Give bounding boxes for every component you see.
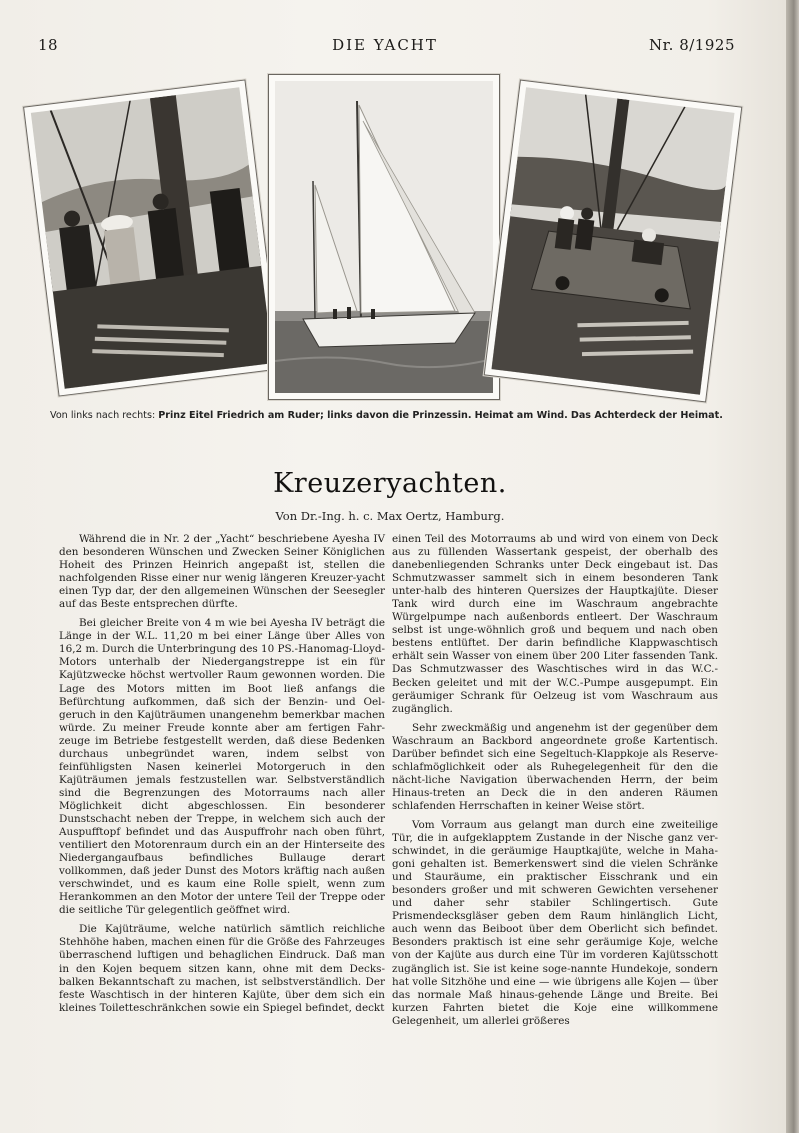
- caption-part-2: Heimat am Wind.: [474, 410, 568, 421]
- caption-part-1: Prinz Eitel Friedrich am Ruder; links davon die Prinzessin.: [158, 410, 472, 421]
- left-column: [59, 533, 385, 1021]
- page-number: 18: [38, 36, 59, 54]
- article-byline: Von Dr.-Ing. h. c. Max Oertz, Hamburg.: [275, 509, 505, 523]
- photo-caption: [50, 410, 750, 421]
- paragraph: Während die in Nr. 2 der „Yacht“ beschriebene Ayesha IV den besonderen Wünschen und Zwecken Seiner Königlichen Hoheit des Prinzen Heinrich angepaßt ist, stellen die nachfolgenden Risse einer nur wenig längeren Kreuzer-yacht einen Typ dar, der den allgemeinen Wünschen der Seesegler auf das Beste entsprechen dürfte.: [59, 533, 385, 611]
- paragraph: einen Teil des Motorraums ab und wird von einem von Deck aus zu füllenden Wassertank gespeist, der oberhalb des danebenliegenden Schranks unter Deck eingebaut ist. Das Schmutzwasser sammelt sich in einem besonderen Tank unter-halb des hinteren Quersizes der Hauptkajüte. Dieser Tank wird durch eine im Waschraum angebrachte Würgelpumpe nach außenbords entleert. Der Waschraum selbst ist unge-wöhnlich groß und bequem und nach oben bestens entlüftet. Der darin befindliche Klappwaschtisch erhält sein Wasser von einem über 200 Liter fassenden Tank. Das Schmutzwasser des Waschtisches wird in das W.C.-Becken geleitet und mit der W.C.-Pumpe ausgepumpt. Ein geräumiger Schrank für Oelzeug ist vom Waschraum aus zugänglich.: [392, 533, 718, 715]
- photo-afterdeck: [484, 79, 743, 402]
- issue-number: Nr. 8/1925: [649, 36, 735, 54]
- paragraph: Sehr zweckmäßig und angenehm ist der gegenüber dem Waschraum an Backbord angeordnete große Kartentisch. Darüber befindet sich eine Segeltuch-Klappkoje als Reserve-schlafmöglichkeit oder als Ruhegelegenheit für den die nächt-liche Navigation überwachenden Herrn, der beim Hinaus-treten an Deck die in den anderen Räumen schlafenden Herrschaften in keiner Weise stört.: [392, 721, 718, 812]
- paragraph: Vom Vorraum aus gelangt man durch eine zweiteilige Tür, die in aufgeklapptem Zustande in der Nische ganz ver-schwindet, in die geräumige Hauptkajüte, welche in Maha-goni gehalten ist. Bemerkenswert sind die vielen Schränke und Stauräume, ein praktischer Eisschrank und ein besonders großer und mit schweren Gewichten versehener und daher sehr stabiler Schlingertisch. Gute Prismendecksgläser geben dem Raum hinlänglich Licht, auch wenn das Beiboot über dem Oberlicht sich befindet. Besonders praktisch ist eine sehr geräumige Koje, welche von der Kajüte aus durch eine Tür im vorderen Kajütsschott zugänglich ist. Sie ist keine soge-nannte Hundekoje, sondern hat volle Sitzhöhe und eine — wie übrigens alle Kojen — über das normale Maß hinaus-gehende Länge und Breite. Bei kurzen Fahrten bietet die Koje eine willkommene Gelegenheit, um allerlei größeres: [392, 818, 718, 1027]
- caption-intro: Von links nach rechts:: [50, 410, 156, 421]
- magazine-title: DIE YACHT: [332, 36, 438, 54]
- page-edge: [786, 0, 799, 1133]
- paragraph: Bei gleicher Breite von 4 m wie bei Ayesha IV beträgt die Länge in der W.L. 11,20 m bei einer Länge über Alles von 16,2 m. Durch die Unterbringung des 10 PS.-Hanomag-Lloyd-Motors unterhalb der Niedergangstreppe ist ein für Kajützwecke höchst wertvoller Raum gewonnen worden. Die Lage des Motors mitten im Boot ließ anfangs die Befürchtung aufkommen, daß sich der Benzin- und Oel-geruch in den Kajüträumen unangenehm bemerkbar machen würde. Zu meiner Freude konnte aber am fertigen Fahr-zeuge im Betriebe festgestellt werden, daß diese Bedenken durchaus unbegründet waren, indem selbst von feinfühligsten Nasen keinerlei Motorgeruch in den Kajüträumen jemals festzustellen war. Selbstverständlich sind die Begrenzungen des Motorraums nach aller Möglichkeit dicht abgeschlossen. Ein besonderer Dunstschacht neben der Treppe, in welchem sich auch der Auspufftopf befindet und das Auspuffrohr nach oben führt, ventiliert den Motorenraum durch ein an der Hinterseite des Niedergangaufbaus befindliches Bullauge derart vollkommen, daß jeder Dunst des Motors kräftig nach außen verschwindet, und es kaum eine Rolle spielt, wenn zum Herankommen an den Motor der untere Teil der Treppe oder die seitliche Tür gelegentlich geöffnet wird.: [59, 617, 385, 917]
- photo-prince-at-helm: [23, 79, 281, 396]
- right-column: [392, 533, 718, 1034]
- photo-yacht-under-sail: [268, 74, 500, 400]
- caption-part-3: Das Achterdeck der Heimat.: [570, 410, 723, 421]
- article-title: Kreuzeryachten.: [273, 468, 507, 499]
- paragraph: Die Kajüträume, welche natürlich sämtlich reichliche Stehhöhe haben, machen einen für die Größe des Fahrzeuges überraschend luftigen und behaglichen Eindruck. Daß man in den Kojen bequem sitzen kann, ohne mit dem Decks-balken Bekanntschaft zu machen, ist selbstverständlich. Der feste Waschtisch in der hinteren Kajüte, über dem sich ein kleines Toiletteschränkchen sowie ein Spiegel befindet, deckt: [59, 923, 385, 1014]
